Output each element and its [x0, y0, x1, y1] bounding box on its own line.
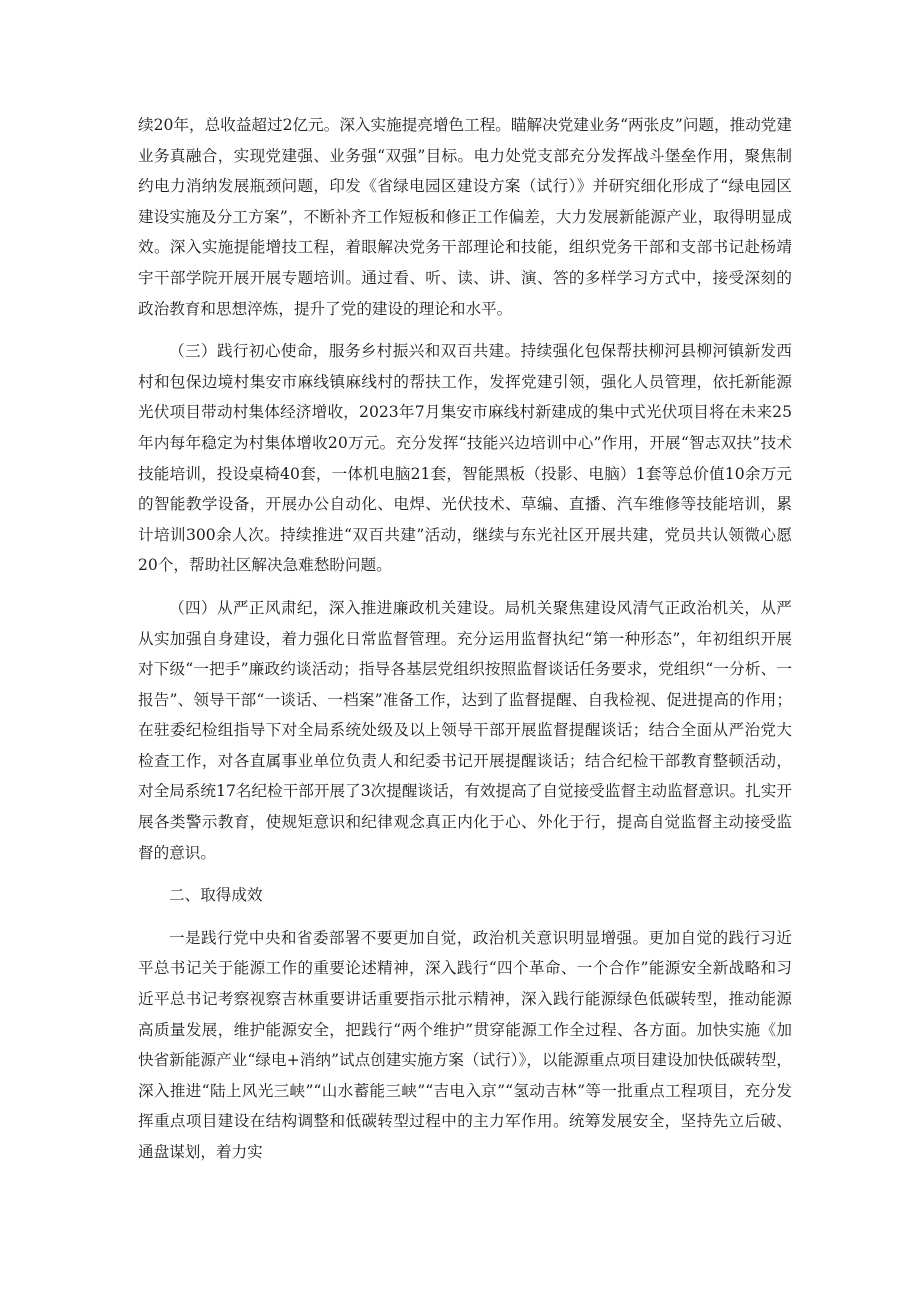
paragraph-result-one: 一是践行党中央和省委部署不要更加自觉，政治机关意识明显增强。更加自觉的践行习近平总书记关于能源工作的重要论述精神，深入践行“四个革命、一个合作”能源安全新战略和习近平总书记考察视察吉林重要讲话重要指示批示精神，深入践行能源绿色低碳转型，推动能源高质量发展，维护能源安全，把践行“两个维护”贯穿能源工作全过程、各方面。加快实施《加快省新能源产业“绿电+消纳”试点创建实施方案（试行）》，以能源重点项目建设加快低碳转型，深入推进“陆上风光三峡”“山水蓄能三峡”“吉电入京”“氢动吉林”等一批重点工程项目，充分发挥重点项目建设在结构调整和低碳转型过程中的主力军作用。统筹发展安全，坚持先立后破、通盘谋划，着力实 [138, 928, 792, 1161]
paragraph-section-four: （四）从严正风肃纪，深入推进廉政机关建设。局机关聚焦建设风清气正政治机关，从严从实加强自身建设，着力强化日常监督管理。充分运用监督执纪“第一种形态”，年初组织开展对下级“一把手”廉政约谈活动；指导各基层党组织按照监督谈话任务要求，党组织“一分析、一报告”、领导干部“一谈话、一档案”准备工作，达到了监督提醒、自我检视、促进提高的作用；在驻委纪检组指导下对全局系统处级及以上领导干部开展监督提醒谈话；结合全面从严治党大检查工作，对各直属事业单位负责人和纪委书记开展提醒谈话；结合纪检干部教育整顿活动，对全局系统17名纪检干部开展了3次提醒谈话，有效提高了自觉接受监督主动监督意识。扎实开展各类警示教育，使规矩意识和纪律观念真正内化于心、外化于行，提高自觉监督主动接受监督的意识。 [138, 598, 792, 862]
document-body [138, 110, 792, 1168]
paragraph-section-three: （三）践行初心使命，服务乡村振兴和双百共建。持续强化包保帮扶柳河县柳河镇新发西村和包保边境村集安市麻线镇麻线村的帮扶工作，发挥党建引领，强化人员管理，依托新能源光伏项目带动村集体经济增收，2023年7月集安市麻线村新建成的集中式光伏项目将在未来25年内每年稳定为村集体增收20万元。充分发挥“技能兴边培训中心”作用，开展“智志双扶”技术技能培训，投设桌椅40套，一体机电脑21套，智能黑板（投影、电脑）1套等总价值10余万元的智能教学设备，开展办公自动化、电焊、光伏技术、草编、直播、汽车维修等技能培训，累计培训300余人次。持续推进“双百共建”活动，继续与东光社区开展共建，党员共认领微心愿20个，帮助社区解决急难愁盼问题。 [138, 342, 792, 575]
paragraph-continued: 续20年，总收益超过2亿元。深入实施提亮增色工程。瞄解决党建业务“两张皮”问题，推动党建业务真融合，实现党建强、业务强“双强”目标。电力处党支部充分发挥战斗堡垒作用，聚焦制约电力消纳发展瓶颈问题，印发《省绿电园区建设方案（试行）》并研究细化形成了“绿电园区建设实施及分工方案”，不断补齐工作短板和修正工作偏差，大力发展新能源产业，取得明显成效。深入实施提能增技工程，着眼解决党务干部理论和技能，组织党务干部和支部书记赴杨靖宇干部学院开展开展专题培训。通过看、听、读、讲、演、答的多样学习方式中，接受深刻的政治教育和思想淬炼，提升了党的建设的理论和水平。 [138, 116, 792, 318]
section-heading-results: 二、取得成效 [169, 886, 263, 905]
